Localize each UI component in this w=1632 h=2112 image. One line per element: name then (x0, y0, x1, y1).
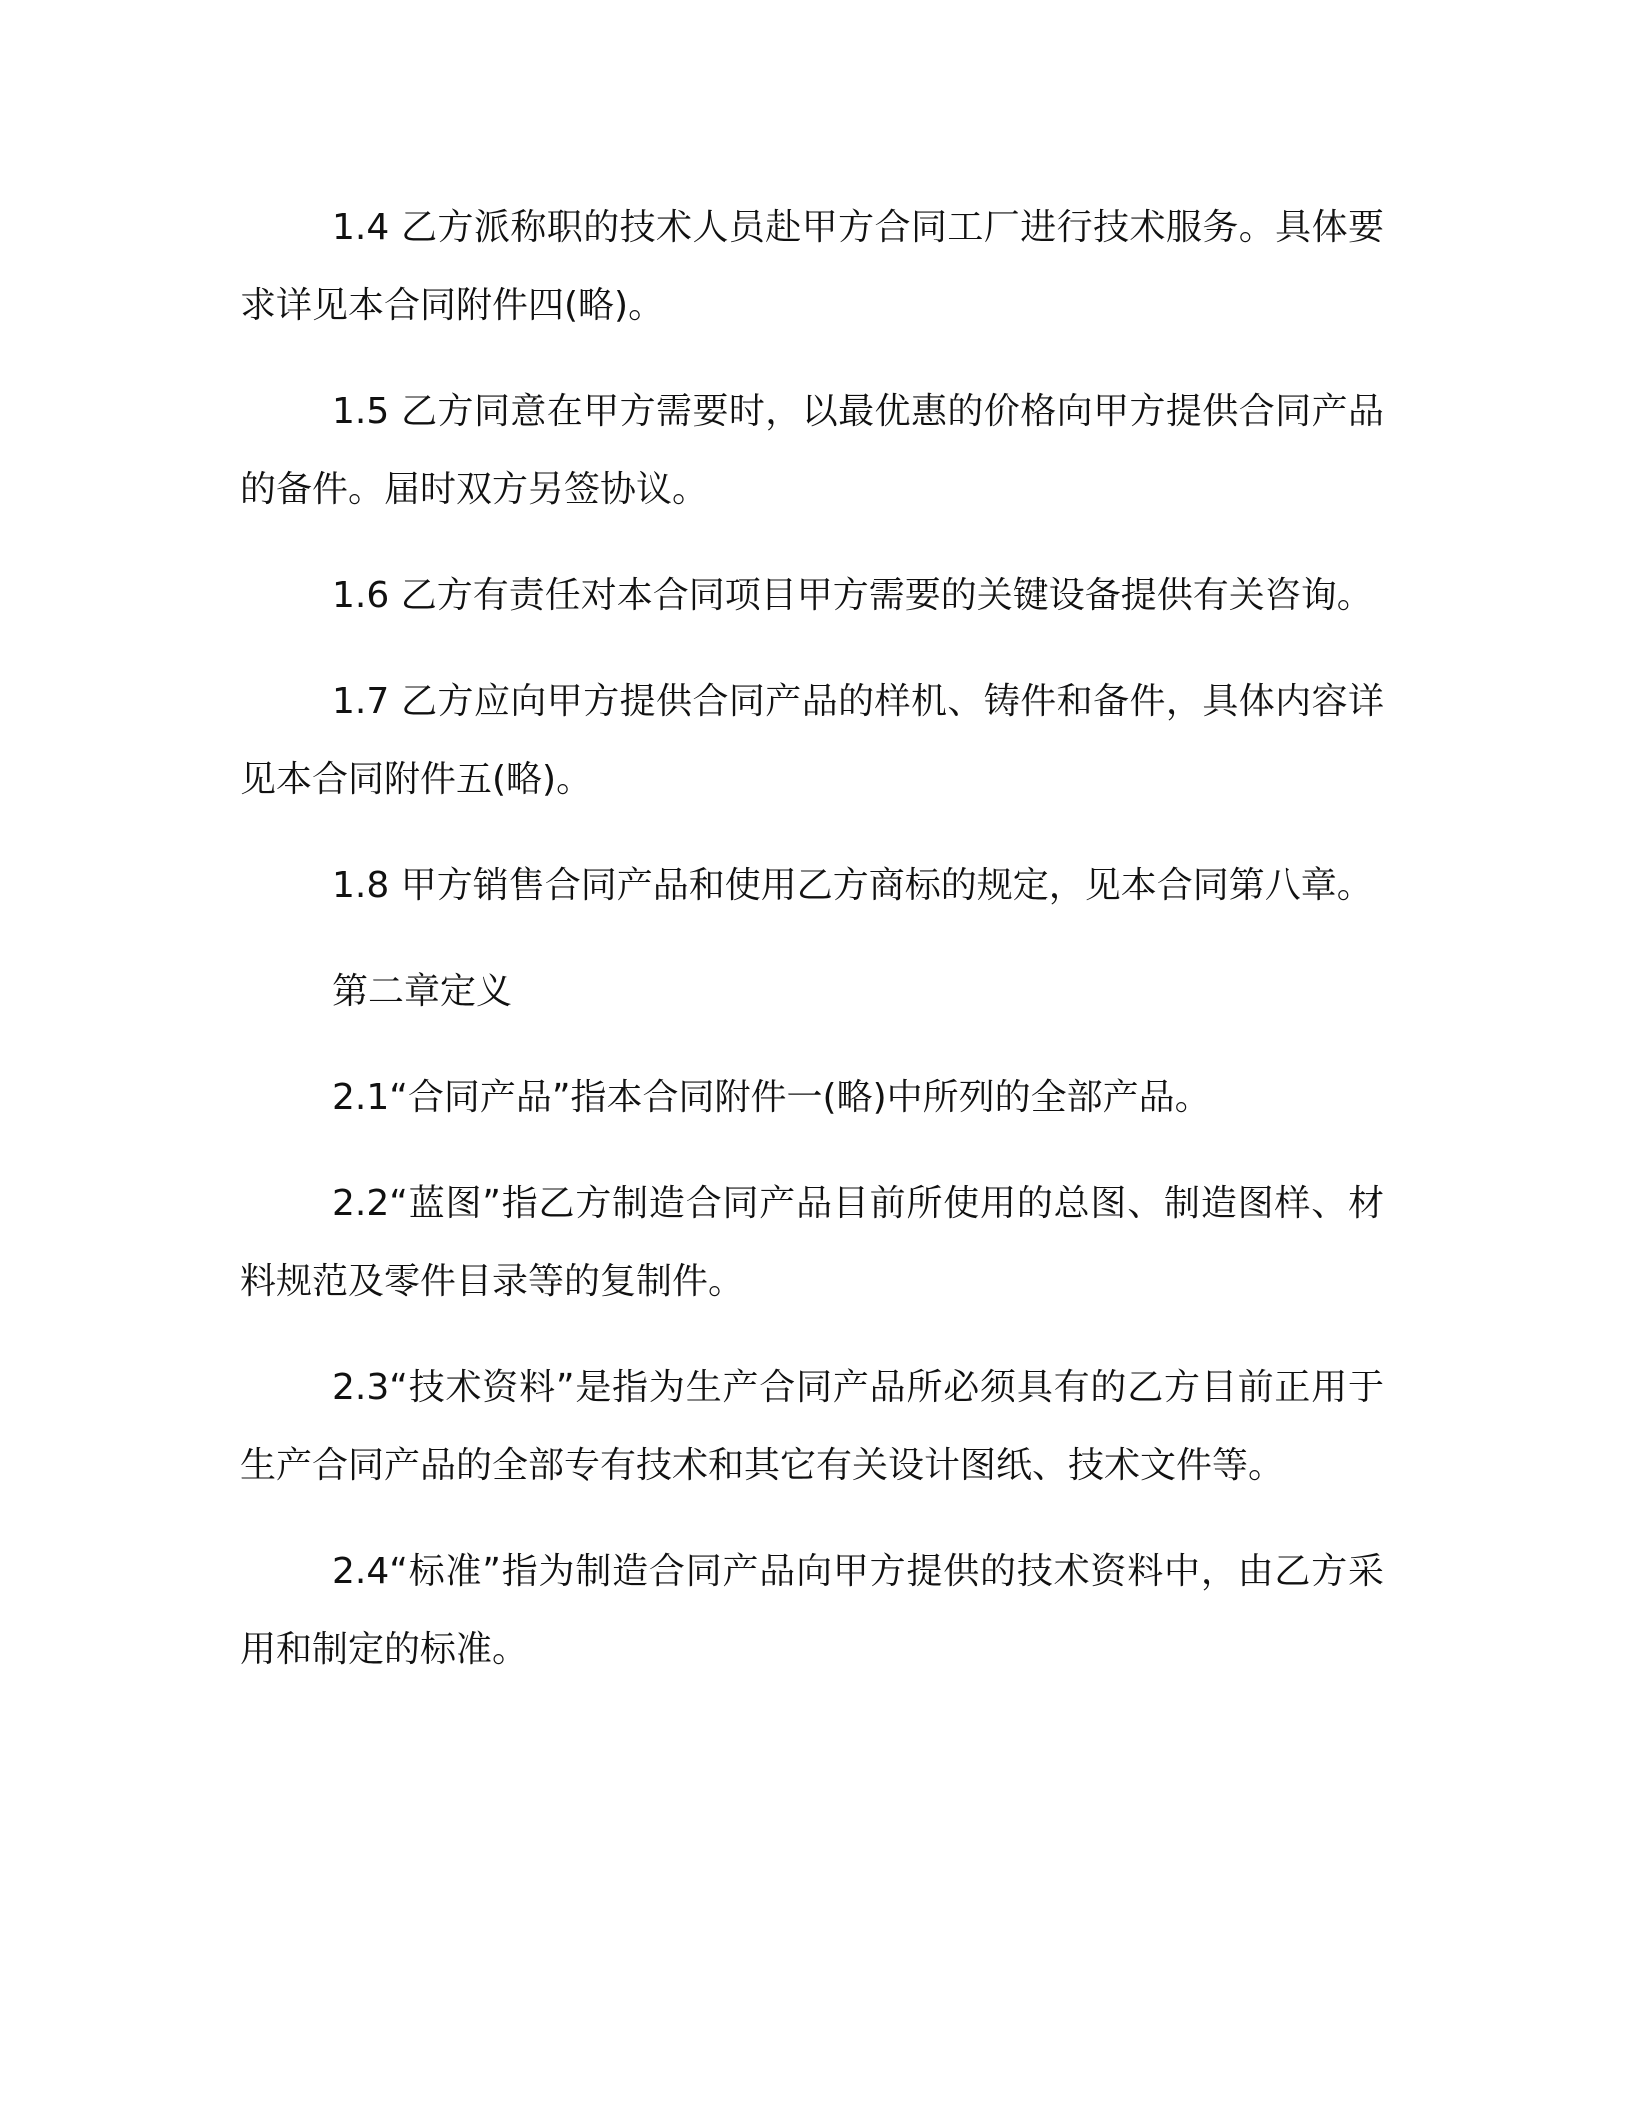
clause-1-4: 1.4 乙方派称职的技术人员赴甲方合同工厂进行技术服务。具体要求详见本合同附件四(略)。 (240, 207, 1384, 326)
clause-1-8: 1.8 甲方销售合同产品和使用乙方商标的规定，见本合同第八章。 (332, 865, 1373, 906)
chapter-2-heading: 第二章定义 (332, 971, 513, 1012)
clause-1-5: 1.5 乙方同意在甲方需要时，以最优惠的价格向甲方提供合同产品的备件。届时双方另签协议。 (240, 391, 1384, 510)
document-body (240, 189, 1384, 1717)
clause-2-1: 2.1“合同产品”指本合同附件一(略)中所列的全部产品。 (332, 1077, 1211, 1118)
clause-1-6: 1.6 乙方有责任对本合同项目甲方需要的关键设备提供有关咨询。 (332, 575, 1373, 616)
clause-2-4: 2.4“标准”指为制造合同产品向甲方提供的技术资料中，由乙方采用和制定的标准。 (240, 1551, 1384, 1670)
clause-2-2: 2.2“蓝图”指乙方制造合同产品目前所使用的总图、制造图样、材料规范及零件目录等的复制件。 (240, 1183, 1384, 1302)
clause-1-7: 1.7 乙方应向甲方提供合同产品的样机、铸件和备件，具体内容详见本合同附件五(略)。 (240, 681, 1384, 800)
clause-2-3: 2.3“技术资料”是指为生产合同产品所必须具有的乙方目前正用于生产合同产品的全部专有技术和其它有关设计图纸、技术文件等。 (240, 1367, 1384, 1486)
